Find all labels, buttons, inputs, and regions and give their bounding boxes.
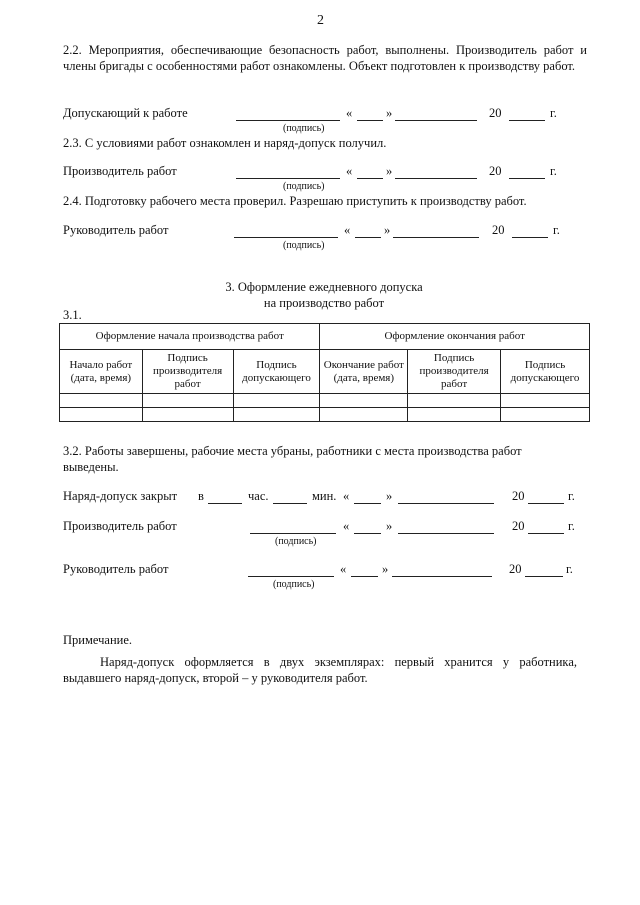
table-group-start: Оформление начала производства работ bbox=[60, 324, 320, 350]
table-cell[interactable] bbox=[233, 394, 320, 408]
quote-open: « bbox=[346, 164, 353, 178]
table-header-end-time: Окончание работ (дата, время) bbox=[320, 350, 408, 394]
closing-producer-label: Производитель работ bbox=[63, 519, 177, 533]
manager-year-line[interactable] bbox=[512, 237, 548, 238]
table-header-producer-signature: Подпись производителя работ bbox=[142, 350, 233, 394]
closed-hours-label: час. bbox=[248, 489, 269, 503]
signature-caption: (подпись) bbox=[283, 123, 325, 134]
table-cell[interactable] bbox=[142, 408, 233, 422]
table-cell[interactable] bbox=[320, 408, 408, 422]
page-number: 2 bbox=[317, 13, 324, 28]
signature-caption: (подпись) bbox=[273, 579, 315, 590]
closed-minutes-line[interactable] bbox=[273, 503, 307, 504]
quote-close: » bbox=[386, 489, 393, 503]
closed-label: Наряд-допуск закрыт bbox=[63, 489, 178, 503]
producer-year-line[interactable] bbox=[509, 178, 545, 179]
year-suffix: г. bbox=[553, 223, 560, 237]
quote-close: » bbox=[382, 562, 389, 576]
year-prefix: 20 bbox=[512, 519, 525, 533]
admitter-month-line[interactable] bbox=[395, 120, 477, 121]
table-header-admitter-signature-end: Подпись допускающего bbox=[501, 350, 590, 394]
year-suffix: г. bbox=[568, 489, 575, 503]
producer-month-line[interactable] bbox=[395, 178, 477, 179]
note-title: Примечание. bbox=[63, 633, 133, 647]
quote-open: « bbox=[343, 519, 350, 533]
producer-day-line[interactable] bbox=[357, 178, 383, 179]
manager-month-line[interactable] bbox=[393, 237, 479, 238]
quote-close: » bbox=[386, 164, 393, 178]
table-header-start-time: Начало работ (дата, время) bbox=[60, 350, 143, 394]
year-suffix: г. bbox=[550, 164, 557, 178]
table-header-admitter-signature: Подпись допускающего bbox=[233, 350, 320, 394]
closing-manager-month-line[interactable] bbox=[392, 576, 492, 577]
signature-caption: (подпись) bbox=[275, 536, 317, 547]
year-prefix: 20 bbox=[489, 164, 502, 178]
daily-permit-table bbox=[59, 323, 590, 422]
quote-open: « bbox=[346, 106, 353, 120]
table-cell[interactable] bbox=[60, 408, 143, 422]
quote-open: « bbox=[344, 223, 351, 237]
manager-day-line[interactable] bbox=[355, 237, 381, 238]
table-group-end: Оформление окончания работ bbox=[320, 324, 590, 350]
closing-producer-year-line[interactable] bbox=[528, 533, 564, 534]
table-cell[interactable] bbox=[408, 408, 501, 422]
quote-close: » bbox=[386, 106, 393, 120]
quote-close: » bbox=[384, 223, 391, 237]
admitter-year-line[interactable] bbox=[509, 120, 545, 121]
table-cell[interactable] bbox=[60, 394, 143, 408]
closed-v: в bbox=[198, 489, 204, 503]
year-suffix: г. bbox=[568, 519, 575, 533]
table-row bbox=[60, 408, 590, 422]
paragraph-3-2: 3.2. Работы завершены, рабочие места убраны, работники с места производства работ выведены. bbox=[63, 444, 522, 474]
year-prefix: 20 bbox=[509, 562, 522, 576]
paragraph-2-3: 2.3. С условиями работ ознакомлен и наряд-допуск получил. bbox=[63, 136, 387, 150]
closing-producer-signature-line[interactable] bbox=[250, 533, 336, 534]
closed-hours-line[interactable] bbox=[208, 503, 242, 504]
quote-open: « bbox=[340, 562, 347, 576]
year-suffix: г. bbox=[550, 106, 557, 120]
table-cell[interactable] bbox=[501, 394, 590, 408]
signature-caption: (подпись) bbox=[283, 181, 325, 192]
signature-caption: (подпись) bbox=[283, 240, 325, 251]
paragraph-2-2: 2.2. Мероприятия, обеспечивающие безопасность работ, выполнены. Производитель работ и члены бригады с особенностями работ ознакомлены. Объект подготовлен к производству работ. bbox=[63, 43, 587, 73]
closed-minutes-label: мин. bbox=[312, 489, 337, 503]
table-row bbox=[60, 394, 590, 408]
closing-manager-label: Руководитель работ bbox=[63, 562, 169, 576]
section-3-title-line1: 3. Оформление ежедневного допуска bbox=[225, 280, 423, 294]
year-prefix: 20 bbox=[489, 106, 502, 120]
closing-manager-year-line[interactable] bbox=[525, 576, 563, 577]
admitter-signature-line[interactable] bbox=[236, 120, 340, 121]
closing-producer-month-line[interactable] bbox=[398, 533, 494, 534]
table-cell[interactable] bbox=[408, 394, 501, 408]
closed-year-line[interactable] bbox=[528, 503, 564, 504]
table-cell[interactable] bbox=[501, 408, 590, 422]
section-3-title bbox=[200, 279, 448, 311]
year-prefix: 20 bbox=[492, 223, 505, 237]
quote-open: « bbox=[343, 489, 350, 503]
table-cell[interactable] bbox=[233, 408, 320, 422]
table-cell[interactable] bbox=[320, 394, 408, 408]
closed-month-line[interactable] bbox=[398, 503, 494, 504]
admitter-label: Допускающий к работе bbox=[63, 106, 188, 120]
producer-label: Производитель работ bbox=[63, 164, 177, 178]
closing-manager-signature-line[interactable] bbox=[248, 576, 334, 577]
table-header-producer-signature-end: Подпись производителя работ bbox=[408, 350, 501, 394]
quote-close: » bbox=[386, 519, 393, 533]
closing-producer-day-line[interactable] bbox=[354, 533, 381, 534]
closed-day-line[interactable] bbox=[354, 503, 381, 504]
year-prefix: 20 bbox=[512, 489, 525, 503]
manager-signature-line[interactable] bbox=[234, 237, 338, 238]
admitter-day-line[interactable] bbox=[357, 120, 383, 121]
note-text: Наряд-допуск оформляется в двух экземплярах: первый хранится у работника, выдавшего наряд-допуск, второй – у руководителя работ. bbox=[63, 655, 577, 685]
section-3-title-line2: на производство работ bbox=[263, 296, 385, 310]
manager-label: Руководитель работ bbox=[63, 223, 169, 237]
paragraph-2-4: 2.4. Подготовку рабочего места проверил. Разрешаю приступить к производству работ. bbox=[63, 194, 527, 208]
producer-signature-line[interactable] bbox=[236, 178, 340, 179]
closing-manager-day-line[interactable] bbox=[351, 576, 378, 577]
subsection-3-1: 3.1. bbox=[63, 308, 82, 322]
year-suffix: г. bbox=[566, 562, 573, 576]
table-cell[interactable] bbox=[142, 394, 233, 408]
